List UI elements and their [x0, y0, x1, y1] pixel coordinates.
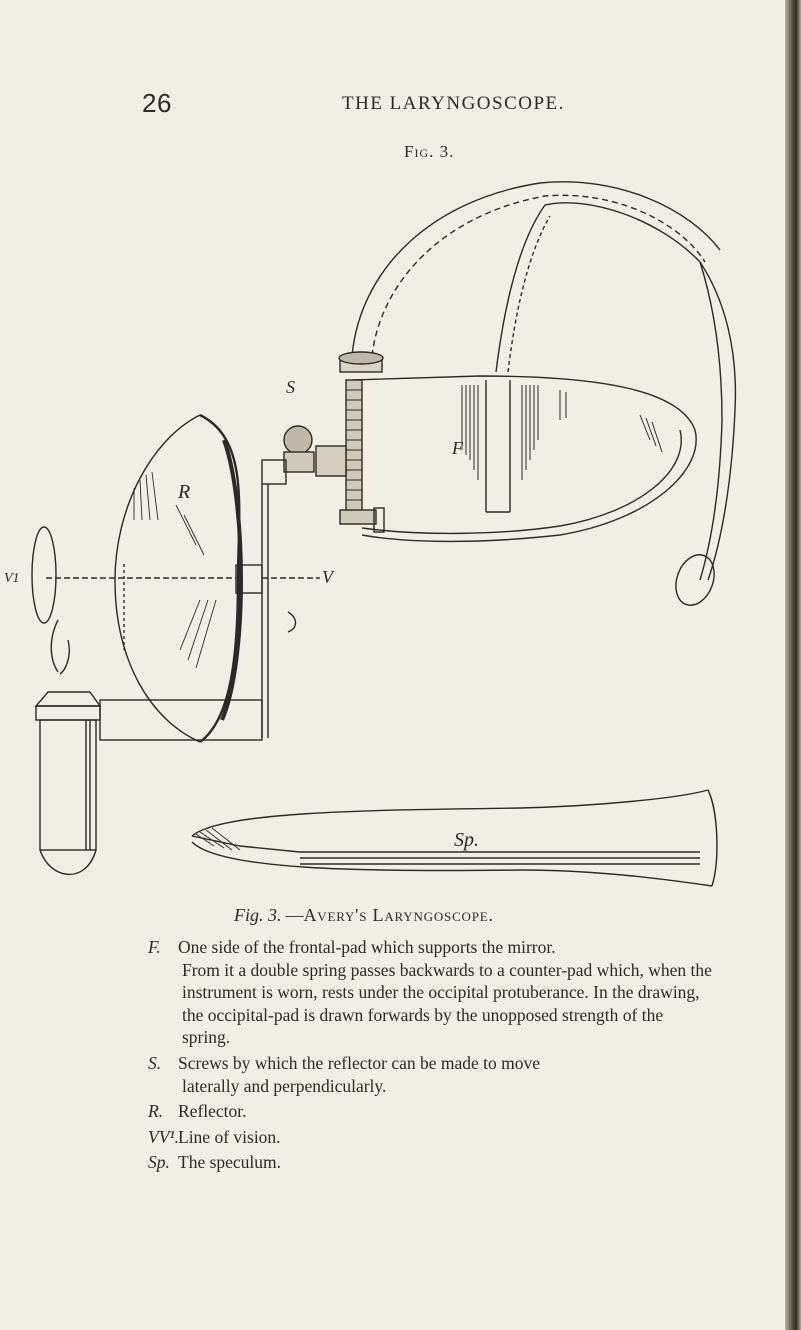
- page-number: 26: [142, 88, 172, 118]
- legend-key: VV¹.: [148, 1126, 180, 1147]
- laryngoscope-illustration: [0, 170, 760, 895]
- legend-text: Screws by which the reflector can be made to move: [178, 1052, 541, 1073]
- label-speculum-sp: Sp.: [454, 829, 479, 851]
- legend-key: R.: [148, 1101, 164, 1122]
- legend-text-continued: laterally and perpendicularly.: [182, 1075, 387, 1096]
- head-band-drawing: [352, 182, 735, 611]
- legend-text: Reflector.: [178, 1101, 247, 1122]
- legend-entry-sp: [148, 1151, 712, 1174]
- figure-legend: [148, 936, 712, 1177]
- caption-fig-ref: Fig. 3.: [234, 905, 282, 925]
- legend-entry-r: [148, 1100, 712, 1123]
- legend-text-continued: From it a double spring passes backwards to a counter-pad which, when the instrument is worn, rests under the occipital protuberance. In the drawing, the occipital-pad is drawn forwards by the unopposed strength of the spring.: [182, 959, 712, 1048]
- legend-text: Line of vision.: [178, 1126, 281, 1147]
- caption-title-text: Avery's Laryngoscope.: [303, 905, 494, 925]
- figure-label: Fig. 3.: [404, 142, 455, 161]
- running-title: THE LARYNGOSCOPE.: [342, 93, 565, 114]
- label-frontal-pad-f: F: [452, 438, 463, 458]
- screw-bracket-drawing: [262, 352, 384, 738]
- legend-key: F.: [148, 937, 161, 957]
- line-of-vision-drawing: [46, 578, 320, 632]
- legend-key: S.: [148, 1052, 162, 1073]
- legend-text: The speculum.: [178, 1152, 282, 1173]
- legend-entry-vv1: [148, 1126, 712, 1149]
- book-binding-edge: [785, 0, 801, 1330]
- label-screws-s: S: [286, 377, 295, 397]
- legend-entry-f: [148, 936, 712, 1049]
- caption-dash: —: [285, 905, 304, 925]
- label-vision-v1: V1: [4, 571, 20, 586]
- legend-text: One side of the frontal-pad which supports the mirror.: [178, 937, 556, 957]
- figure-caption: [234, 905, 494, 926]
- label-vision-v: V: [322, 567, 333, 587]
- legend-key: Sp.: [148, 1152, 170, 1173]
- legend-entry-s: [148, 1052, 712, 1097]
- label-reflector-r: R: [178, 481, 191, 503]
